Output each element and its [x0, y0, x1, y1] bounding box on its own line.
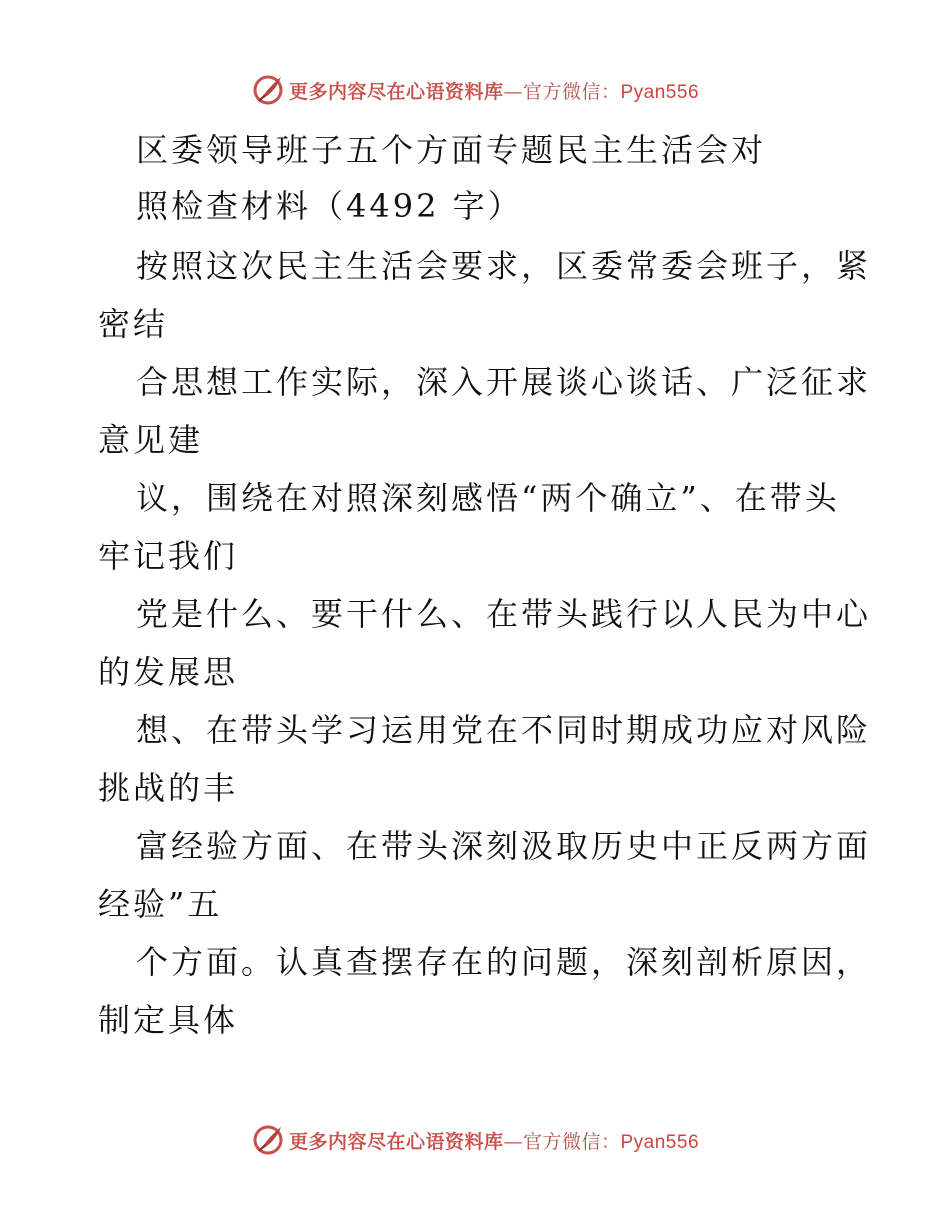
paragraph-line: 个方面。认真查摆存在的问题，深刻剖析原因，	[136, 943, 872, 981]
paragraph-line: 按照这次民主生活会要求，区委常委会班子，紧	[136, 247, 872, 285]
paragraph-line: 密结	[98, 305, 169, 343]
banner-separator: —	[503, 1130, 523, 1153]
paragraph-line: 党是什么、要干什么、在带头践行以人民为中心	[136, 595, 872, 633]
header-banner	[0, 70, 950, 110]
paragraph-line: 的发展思	[98, 653, 239, 691]
footer-banner	[0, 1120, 950, 1160]
banner-separator: —	[503, 80, 523, 103]
paragraph-line: 想、在带头学习运用党在不同时期成功应对风险	[136, 711, 872, 749]
paragraph-line: 合思想工作实际，深入开展谈心谈话、广泛征求	[136, 363, 872, 401]
paragraph-line: 牢记我们	[98, 537, 239, 575]
paragraph-line: 富经验方面、在带头深刻汲取历史中正反两方面	[136, 827, 872, 865]
document-title-line-2: 照检查材料（4492 字）	[136, 187, 523, 225]
paragraph-line: 挑战的丰	[98, 769, 239, 807]
feather-pen-in-circle-icon	[251, 1123, 285, 1157]
paragraph-line: 意见建	[98, 421, 204, 459]
paragraph-line: 制定具体	[98, 1001, 239, 1039]
document-title-line-1: 区委领导班子五个方面专题民主生活会对	[136, 131, 767, 169]
banner-main-text: 更多内容尽在心语资料库	[288, 80, 504, 103]
banner-wechat-label: 官方微信：	[522, 80, 621, 103]
banner-text	[289, 77, 699, 104]
paragraph-line: 议，围绕在对照深刻感悟“两个确立”、在带头	[136, 479, 840, 517]
banner-text	[289, 1127, 699, 1154]
feather-pen-in-circle-icon	[251, 73, 285, 107]
paragraph-line: 经验”五	[98, 885, 223, 923]
banner-wechat-id: Pyan556	[620, 1131, 700, 1153]
banner-main-text: 更多内容尽在心语资料库	[288, 1130, 504, 1153]
banner-wechat-label: 官方微信：	[522, 1130, 621, 1153]
banner-wechat-id: Pyan556	[620, 81, 700, 103]
